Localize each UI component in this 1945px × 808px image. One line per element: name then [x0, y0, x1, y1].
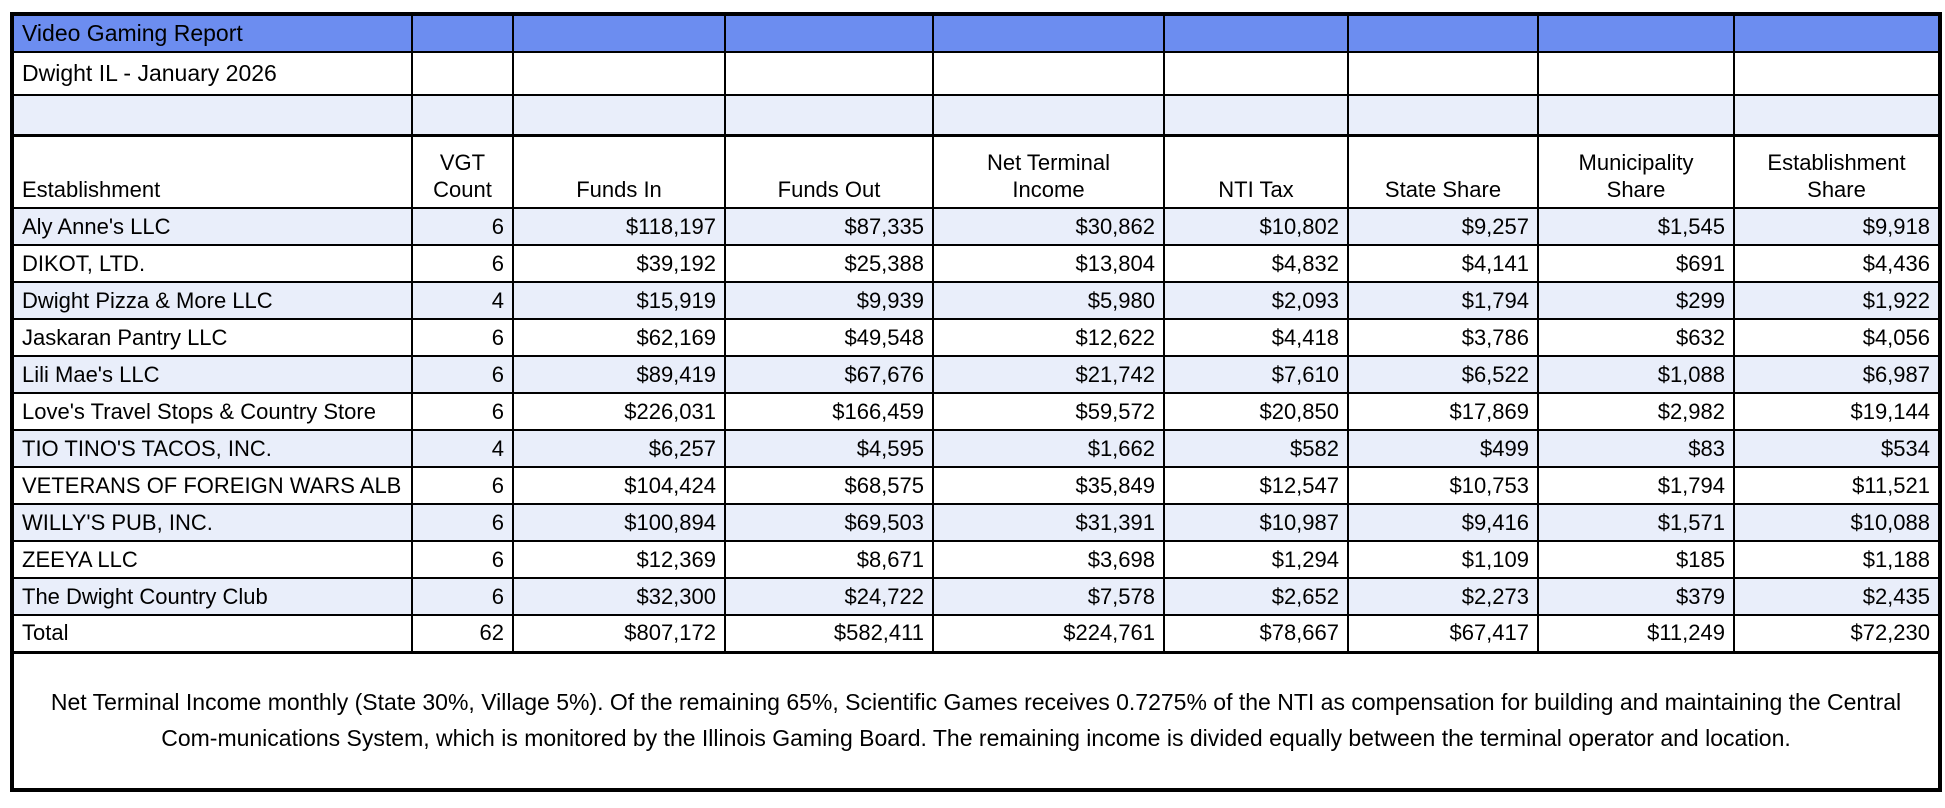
value-cell: $62,169: [513, 319, 725, 356]
value-cell: $21,742: [933, 356, 1164, 393]
spacer-cell: [933, 95, 1164, 135]
value-cell: $1,088: [1538, 356, 1734, 393]
table-row: [12, 208, 1940, 245]
spacer-cell: [412, 52, 513, 95]
spacer-cell: [1734, 14, 1940, 52]
value-cell: $2,093: [1164, 282, 1348, 319]
spacer-cell: [412, 14, 513, 52]
spacer-cell: [725, 52, 933, 95]
value-cell: $9,939: [725, 282, 933, 319]
value-cell: $4,832: [1164, 245, 1348, 282]
value-cell: $104,424: [513, 467, 725, 504]
establishment-cell: ZEEYA LLC: [12, 541, 412, 578]
spacer-cell: [513, 52, 725, 95]
establishment-cell: Aly Anne's LLC: [12, 208, 412, 245]
value-cell: $9,918: [1734, 208, 1940, 245]
column-header-nti-tax: NTI Tax: [1164, 135, 1348, 208]
value-cell: $67,676: [725, 356, 933, 393]
value-cell: $1,794: [1538, 467, 1734, 504]
value-cell: $2,652: [1164, 578, 1348, 615]
spacer-cell: [12, 95, 412, 135]
value-cell: $5,980: [933, 282, 1164, 319]
spacer-cell: [1734, 52, 1940, 95]
value-cell: $1,109: [1348, 541, 1538, 578]
value-cell: $10,802: [1164, 208, 1348, 245]
value-cell: $19,144: [1734, 393, 1940, 430]
value-cell: $166,459: [725, 393, 933, 430]
establishment-cell: Love's Travel Stops & Country Store: [12, 393, 412, 430]
value-cell: $185: [1538, 541, 1734, 578]
value-cell: $39,192: [513, 245, 725, 282]
table-row: [12, 393, 1940, 430]
establishment-cell: Lili Mae's LLC: [12, 356, 412, 393]
value-cell: $12,622: [933, 319, 1164, 356]
table-row: [12, 245, 1940, 282]
value-cell: 6: [412, 393, 513, 430]
value-cell: $6,522: [1348, 356, 1538, 393]
establishment-cell: Total: [12, 615, 412, 652]
establishment-cell: TIO TINO'S TACOS, INC.: [12, 430, 412, 467]
value-cell: $226,031: [513, 393, 725, 430]
value-cell: $67,417: [1348, 615, 1538, 652]
footnote-row: [12, 652, 1940, 790]
blank-row: [12, 95, 1940, 135]
value-cell: $24,722: [725, 578, 933, 615]
value-cell: $7,610: [1164, 356, 1348, 393]
column-header-funds-in: Funds In: [513, 135, 725, 208]
value-cell: $87,335: [725, 208, 933, 245]
value-cell: 6: [412, 578, 513, 615]
column-header-municipality-share: Municipality Share: [1538, 135, 1734, 208]
value-cell: 4: [412, 430, 513, 467]
table-row: [12, 319, 1940, 356]
establishment-cell: Dwight Pizza & More LLC: [12, 282, 412, 319]
value-cell: $11,521: [1734, 467, 1940, 504]
table-row: [12, 541, 1940, 578]
value-cell: $72,230: [1734, 615, 1940, 652]
value-cell: $15,919: [513, 282, 725, 319]
spacer-cell: [1538, 52, 1734, 95]
value-cell: 6: [412, 245, 513, 282]
total-row: [12, 615, 1940, 652]
value-cell: 4: [412, 282, 513, 319]
value-cell: $78,667: [1164, 615, 1348, 652]
value-cell: $2,435: [1734, 578, 1940, 615]
value-cell: $9,416: [1348, 504, 1538, 541]
spacer-cell: [513, 95, 725, 135]
value-cell: $1,571: [1538, 504, 1734, 541]
sheet: [10, 12, 1942, 792]
value-cell: 6: [412, 208, 513, 245]
value-cell: $2,982: [1538, 393, 1734, 430]
value-cell: $1,922: [1734, 282, 1940, 319]
value-cell: $1,662: [933, 430, 1164, 467]
value-cell: 6: [412, 467, 513, 504]
establishment-cell: WILLY'S PUB, INC.: [12, 504, 412, 541]
title-row: [12, 14, 1940, 52]
value-cell: $30,862: [933, 208, 1164, 245]
table-row: [12, 282, 1940, 319]
value-cell: 6: [412, 356, 513, 393]
value-cell: $224,761: [933, 615, 1164, 652]
value-cell: $691: [1538, 245, 1734, 282]
report-subtitle: Dwight IL - January 2026: [12, 52, 412, 95]
establishment-cell: Jaskaran Pantry LLC: [12, 319, 412, 356]
spacer-cell: [1348, 14, 1538, 52]
value-cell: $11,249: [1538, 615, 1734, 652]
value-cell: $31,391: [933, 504, 1164, 541]
value-cell: $534: [1734, 430, 1940, 467]
value-cell: $807,172: [513, 615, 725, 652]
report-title: Video Gaming Report: [12, 14, 412, 52]
value-cell: $499: [1348, 430, 1538, 467]
value-cell: $89,419: [513, 356, 725, 393]
spacer-cell: [513, 14, 725, 52]
spacer-cell: [1734, 95, 1940, 135]
spacer-cell: [933, 14, 1164, 52]
subtitle-row: [12, 52, 1940, 95]
value-cell: $3,786: [1348, 319, 1538, 356]
spacer-cell: [1164, 95, 1348, 135]
value-cell: $1,294: [1164, 541, 1348, 578]
value-cell: $10,753: [1348, 467, 1538, 504]
table-row: [12, 430, 1940, 467]
value-cell: 62: [412, 615, 513, 652]
spacer-cell: [1164, 52, 1348, 95]
spacer-cell: [412, 95, 513, 135]
value-cell: $118,197: [513, 208, 725, 245]
value-cell: $12,369: [513, 541, 725, 578]
value-cell: $20,850: [1164, 393, 1348, 430]
value-cell: $17,869: [1348, 393, 1538, 430]
value-cell: $9,257: [1348, 208, 1538, 245]
establishment-cell: DIKOT, LTD.: [12, 245, 412, 282]
value-cell: $4,056: [1734, 319, 1940, 356]
value-cell: $299: [1538, 282, 1734, 319]
value-cell: $1,545: [1538, 208, 1734, 245]
value-cell: $49,548: [725, 319, 933, 356]
value-cell: $6,987: [1734, 356, 1940, 393]
value-cell: $83: [1538, 430, 1734, 467]
value-cell: $379: [1538, 578, 1734, 615]
value-cell: $8,671: [725, 541, 933, 578]
footnote: Net Terminal Income monthly (State 30%, Village 5%). Of the remaining 65%, Scientific Games receives 0.7275% of the NTI as compensation for building and maintaining the Central Com-munications System, which is monitored by the Illinois Gaming Board. The remaining income is divided equally between the terminal operator and location.: [12, 652, 1940, 790]
establishment-cell: VETERANS OF FOREIGN WARS ALB: [12, 467, 412, 504]
spacer-cell: [1348, 95, 1538, 135]
value-cell: 6: [412, 504, 513, 541]
column-header-funds-out: Funds Out: [725, 135, 933, 208]
value-cell: $4,141: [1348, 245, 1538, 282]
value-cell: $582,411: [725, 615, 933, 652]
value-cell: $7,578: [933, 578, 1164, 615]
column-header-row: [12, 135, 1940, 208]
spacer-cell: [725, 95, 933, 135]
video-gaming-table: [10, 12, 1942, 792]
spacer-cell: [1164, 14, 1348, 52]
value-cell: $3,698: [933, 541, 1164, 578]
value-cell: 6: [412, 541, 513, 578]
spacer-cell: [933, 52, 1164, 95]
column-header-establishment: Establishment: [12, 135, 412, 208]
value-cell: $59,572: [933, 393, 1164, 430]
table-row: [12, 504, 1940, 541]
value-cell: $13,804: [933, 245, 1164, 282]
value-cell: $100,894: [513, 504, 725, 541]
value-cell: $68,575: [725, 467, 933, 504]
value-cell: $1,794: [1348, 282, 1538, 319]
value-cell: $35,849: [933, 467, 1164, 504]
value-cell: $69,503: [725, 504, 933, 541]
value-cell: $25,388: [725, 245, 933, 282]
spacer-cell: [1348, 52, 1538, 95]
value-cell: $4,436: [1734, 245, 1940, 282]
value-cell: $632: [1538, 319, 1734, 356]
value-cell: $1,188: [1734, 541, 1940, 578]
value-cell: $6,257: [513, 430, 725, 467]
table-row: [12, 578, 1940, 615]
table-row: [12, 356, 1940, 393]
column-header-vgt-count: VGT Count: [412, 135, 513, 208]
column-header-establishment-share: Establishment Share: [1734, 135, 1940, 208]
value-cell: $4,418: [1164, 319, 1348, 356]
value-cell: 6: [412, 319, 513, 356]
table-row: [12, 467, 1940, 504]
spacer-cell: [1538, 14, 1734, 52]
value-cell: $582: [1164, 430, 1348, 467]
value-cell: $4,595: [725, 430, 933, 467]
value-cell: $12,547: [1164, 467, 1348, 504]
spacer-cell: [1538, 95, 1734, 135]
column-header-state-share: State Share: [1348, 135, 1538, 208]
value-cell: $10,987: [1164, 504, 1348, 541]
value-cell: $32,300: [513, 578, 725, 615]
value-cell: $10,088: [1734, 504, 1940, 541]
column-header-net-terminal-income: Net Terminal Income: [933, 135, 1164, 208]
value-cell: $2,273: [1348, 578, 1538, 615]
spacer-cell: [725, 14, 933, 52]
establishment-cell: The Dwight Country Club: [12, 578, 412, 615]
